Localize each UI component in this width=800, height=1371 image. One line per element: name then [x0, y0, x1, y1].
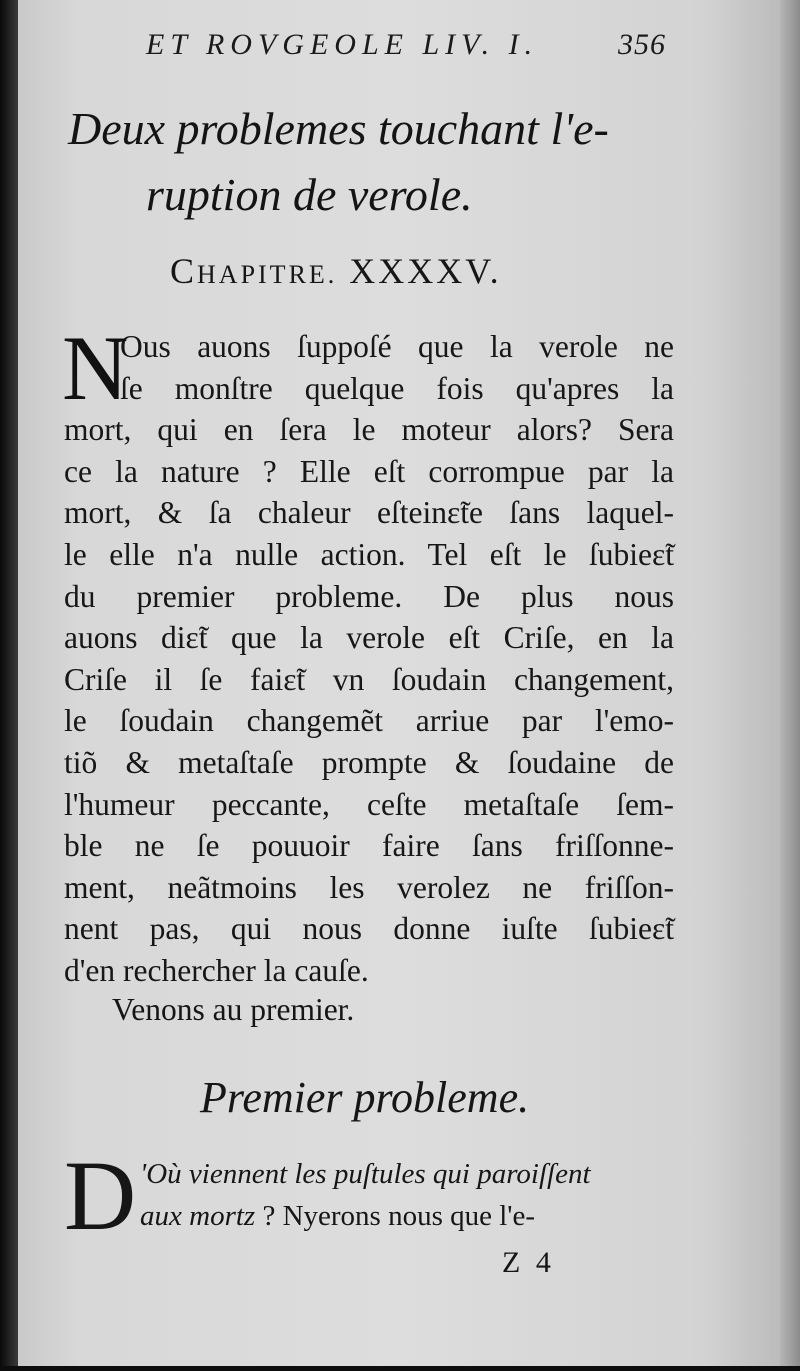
chapter-heading [68, 96, 708, 228]
text-line: nent pas, qui nous donne iuſte ſubieɛ̃t [64, 911, 674, 947]
text-line: l'humeur peccante, ceſte metaſtaſe ſem- [64, 786, 674, 822]
text-line: ble ne ſe pouuoir faire ſans friſſonne- [64, 828, 674, 864]
text-line: le elle n'a nulle action. Tel eſt le ſubieɛ̃t [64, 536, 674, 572]
book-spine-shadow [0, 0, 18, 1366]
text-line: auons diɛ̃t que la verole eſt Criſe, en la [64, 620, 674, 656]
text-line: d'en rechercher la cauſe. [64, 952, 369, 988]
text-line: mort, & ſa chaleur eſteinɛ̃te ſans laquel- [64, 495, 674, 531]
closing-line: Venons au premier. [112, 992, 355, 1027]
text-line: ment, neãtmoins les verolez ne friſſon- [64, 869, 674, 905]
book-page [18, 0, 780, 1366]
text-line: mort, qui en ſera le moteur alors? Sera [64, 412, 674, 448]
paragraph-1 [62, 317, 674, 992]
page-edge-shadow [780, 0, 800, 1366]
drop-cap-n: N [62, 317, 129, 419]
text-line: le ſoudain changemẽt arriue par l'emo- [64, 703, 674, 739]
page-number: 356 [618, 28, 666, 61]
chapter-number: XXXXV. [349, 251, 502, 291]
chapter-label [170, 250, 502, 292]
text-line: ce la nature ? Elle eſt corrompue par la [64, 453, 674, 489]
drop-cap-d: D [64, 1140, 137, 1251]
text-line: 'Où viennent les puſtules qui paroiſſent [140, 1158, 591, 1190]
section-title: Premier probleme. [200, 1073, 530, 1122]
bottom-edge [0, 1366, 800, 1371]
text-line: du premier probleme. De plus nous [64, 578, 674, 614]
chapter-label-cap: C [170, 251, 198, 291]
chapter-label-rest: HAPITRE. [197, 260, 338, 289]
signature-mark: Z 4 [502, 1246, 555, 1279]
paragraph-2 [64, 1140, 674, 1251]
text-line [64, 1194, 674, 1236]
running-title: ET ROVGEOLE LIV. I. [146, 28, 539, 61]
text-line: ſe monſtre quelque fois qu'apres la [120, 370, 674, 406]
roman-run: ? Nyerons nous que l'e- [255, 1199, 536, 1232]
heading-line-1: Deux problemes touchant l'e- [68, 103, 609, 154]
text-line: Ous auons ſuppoſé que la verole ne [120, 329, 674, 364]
heading-line-2: ruption de verole. [146, 169, 473, 220]
text-line: tiõ & metaſtaſe prompte & ſoudaine de [64, 744, 674, 780]
italic-run: aux mortz [140, 1199, 256, 1232]
text-line: Criſe il ſe faiɛ̃t vn ſoudain changement, [64, 661, 674, 697]
